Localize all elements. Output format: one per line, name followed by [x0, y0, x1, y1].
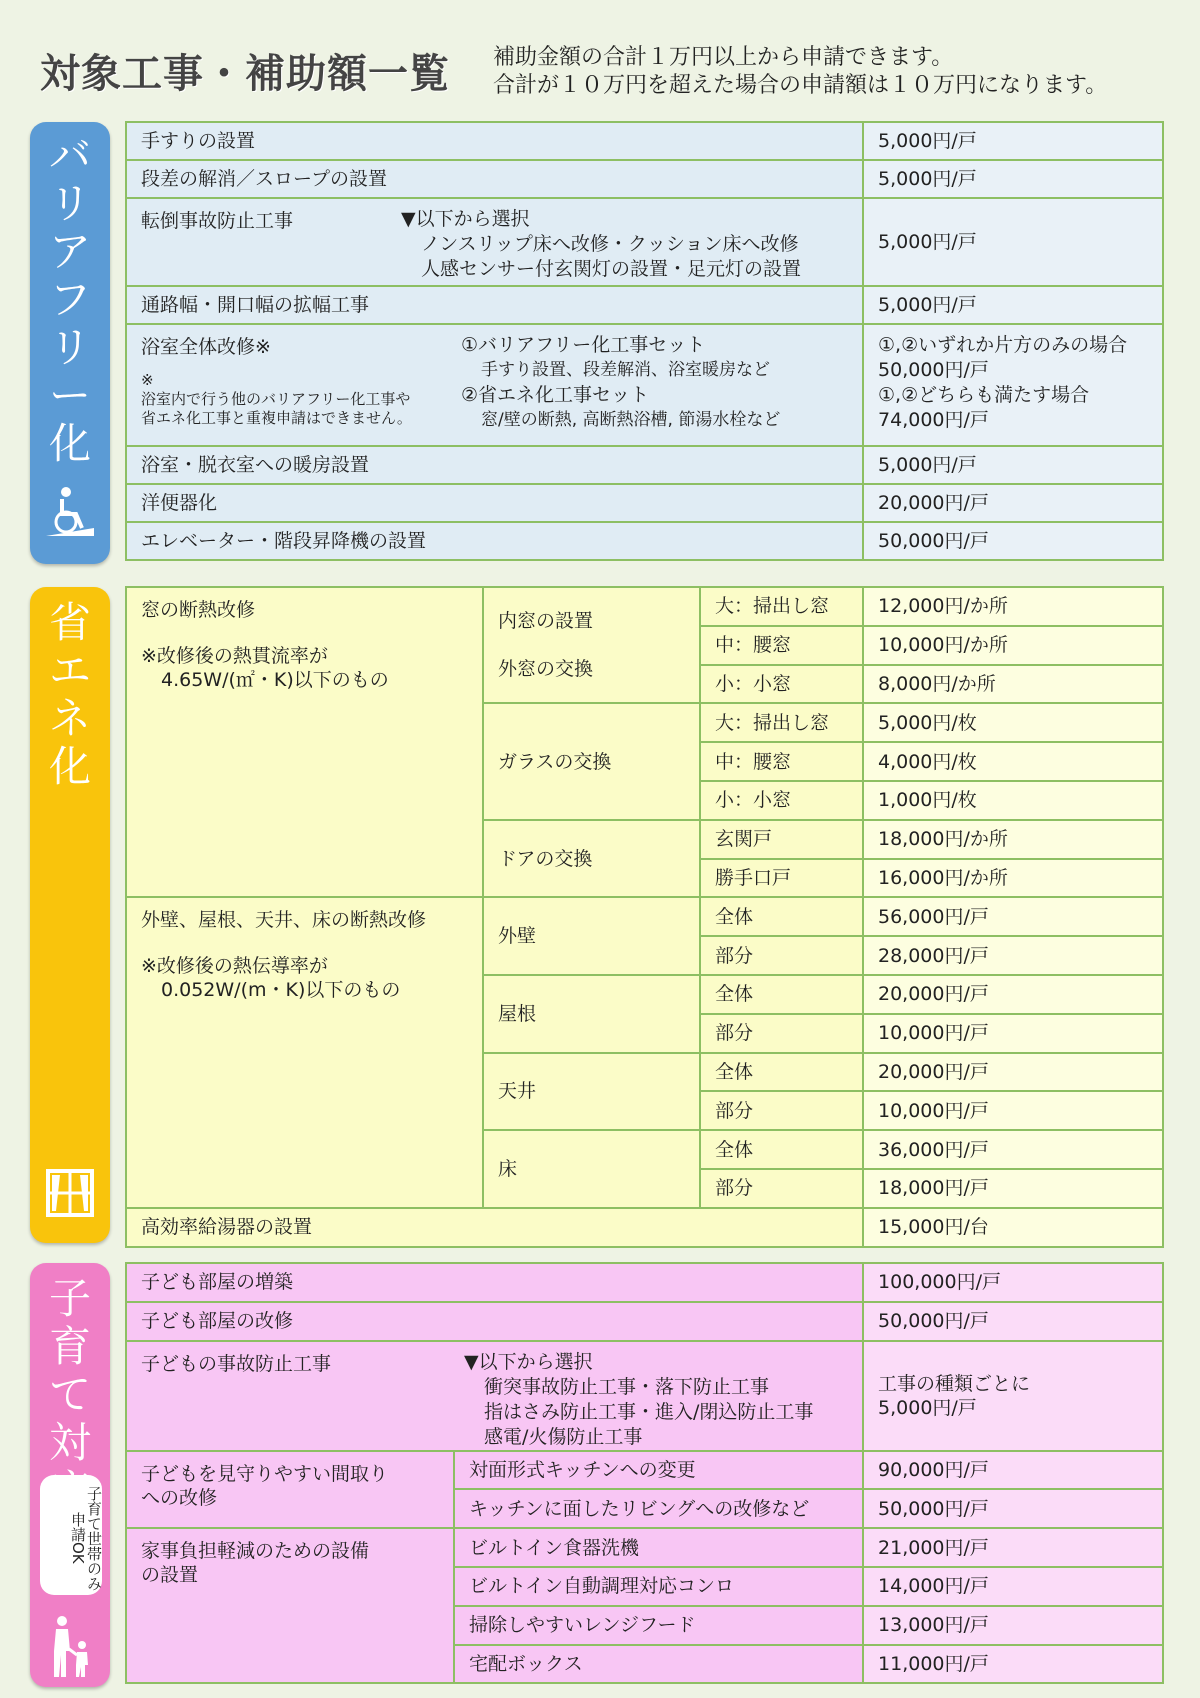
size-cell: 部分 — [700, 1169, 863, 1208]
sidebar-label-char: 子 — [48, 1274, 91, 1323]
item-name: 浴室全体改修※ — [141, 336, 271, 358]
size-cell: 全体 — [700, 897, 863, 936]
price-cell: 50,000円/戸 — [863, 522, 1163, 560]
price-cell: 16,000円/か所 — [863, 859, 1163, 898]
size-cell: 玄関戸 — [700, 820, 863, 859]
price-cell: 50,000円/戸 — [863, 1489, 1163, 1528]
bubble-text: 子育て世帯のみ申請OK — [69, 1485, 103, 1591]
size-cell: 勝手口戸 — [700, 859, 863, 898]
price-cell: 20,000円/戸 — [863, 975, 1163, 1014]
sub-label: 内窓の設置 — [498, 610, 594, 633]
sidebar-label-char: 育 — [48, 1322, 91, 1371]
table-row — [126, 198, 1163, 286]
table-row — [126, 1302, 1163, 1341]
price-cell: 14,000円/戸 — [863, 1567, 1163, 1606]
sidebar-label-char: ー — [48, 371, 91, 420]
sub-cell: ビルトイン食器洗機 — [454, 1528, 863, 1567]
price-cell — [863, 1341, 1163, 1451]
size-cell: 大：掃出し窓 — [700, 703, 863, 742]
note-line: 4.65W/(㎡・K)以下のもの — [161, 669, 389, 691]
sub-label-cell: 屋根 — [483, 975, 700, 1053]
sidebar-label-char: ネ — [48, 694, 91, 743]
price-cell: 18,000円/か所 — [863, 820, 1163, 859]
table-row — [126, 286, 1163, 324]
price-line: 50,000円/戸 — [878, 359, 989, 381]
detail-list — [461, 333, 780, 433]
detail-line: ▼以下から選択 — [464, 1350, 593, 1373]
price-cell: 56,000円/戸 — [863, 897, 1163, 936]
child-only-bubble — [40, 1475, 102, 1595]
item-cell: 通路幅・開口幅の拡幅工事 — [126, 286, 863, 324]
item-name: 転倒事故防止工事 — [141, 210, 294, 232]
sub-label: 外窓の交換 — [498, 658, 594, 681]
detail-line: 手すり設置、段差解消、浴室暖房など — [481, 360, 770, 380]
item-cell — [126, 1341, 863, 1451]
sidebar-label-char: 化 — [48, 742, 91, 791]
energy-table — [125, 586, 1164, 1248]
price-line: 74,000円/戸 — [878, 409, 989, 431]
size-cell: 部分 — [700, 1091, 863, 1130]
item-cell: 浴室・脱衣室への暖房設置 — [126, 446, 863, 484]
item-name: 子どもの事故防止工事 — [141, 1352, 332, 1375]
item-cell: エレベーター・階段昇降機の設置 — [126, 522, 863, 560]
price-cell: 8,000円/か所 — [863, 665, 1163, 704]
item-cell: 手すりの設置 — [126, 122, 863, 160]
detail-line: 感電/火傷防止工事 — [484, 1425, 643, 1448]
sub-label-cell: ガラスの交換 — [483, 703, 700, 819]
watch-item-cell — [126, 1451, 454, 1529]
table-row — [126, 897, 1163, 936]
price-cell: 10,000円/戸 — [863, 1091, 1163, 1130]
item-line: への改修 — [141, 1486, 218, 1509]
price-cell: 50,000円/戸 — [863, 1302, 1163, 1341]
wheelchair-icon — [42, 484, 98, 540]
table-row — [126, 1451, 1163, 1490]
note-line: 0.052W/(m・K)以下のもの — [161, 979, 401, 1002]
price-cell: 13,000円/戸 — [863, 1606, 1163, 1645]
detail-line: ▼以下から選択 — [401, 208, 530, 230]
table-row — [126, 1528, 1163, 1567]
item-line: 子どもを見守りやすい間取り — [141, 1462, 389, 1485]
note-line: ※改修後の熱貫流率が — [141, 645, 328, 667]
size-cell: 小：小窓 — [700, 665, 863, 704]
child-table — [125, 1262, 1164, 1684]
item-cell: 洋便器化 — [126, 484, 863, 522]
price-cell: 20,000円/戸 — [863, 1053, 1163, 1092]
table-row — [126, 324, 1163, 446]
item-cell — [126, 324, 863, 446]
energy-sidebar — [30, 587, 110, 1243]
detail-line: 指はさみ防止工事・進入/閉込防止工事 — [484, 1400, 814, 1423]
price-cell: 28,000円/戸 — [863, 936, 1163, 975]
size-cell: 小：小窓 — [700, 781, 863, 820]
parent-child-icon — [42, 1615, 98, 1679]
item-cell: 子ども部屋の改修 — [126, 1302, 863, 1341]
price-cell: 1,000円/枚 — [863, 781, 1163, 820]
price-cell: 15,000円/台 — [863, 1208, 1163, 1247]
wall-item-cell — [126, 897, 483, 1207]
sidebar-label-char: リ — [48, 323, 91, 372]
item-name: 外壁、屋根、天井、床の断熱改修 — [141, 909, 427, 932]
size-cell: 部分 — [700, 936, 863, 975]
sub-label-cell — [483, 587, 700, 703]
detail-list — [464, 1350, 813, 1450]
size-cell: 大：掃出し窓 — [700, 587, 863, 626]
price-cell: 5,000円/戸 — [863, 446, 1163, 484]
price-cell — [863, 324, 1163, 446]
item-name: 窓の断熱改修 — [141, 599, 256, 621]
size-cell: 中：腰窓 — [700, 742, 863, 781]
sidebar-label-char: エ — [48, 646, 91, 695]
note-line-2: 合計が１０万円を超えた場合の申請額は１０万円になります。 — [493, 73, 1108, 98]
table-row — [126, 122, 1163, 160]
price-cell: 4,000円/枚 — [863, 742, 1163, 781]
sub-cell: 宅配ボックス — [454, 1645, 863, 1684]
size-cell: 部分 — [700, 1014, 863, 1053]
sub-cell: ビルトイン自動調理対応コンロ — [454, 1567, 863, 1606]
price-line: ①,②いずれか片方のみの場合 — [878, 334, 1128, 356]
detail-line: 窓/壁の断熱, 高断熱浴槽, 節湯水栓など — [481, 410, 781, 430]
item-cell: 段差の解消／スロープの設置 — [126, 160, 863, 198]
detail-list — [401, 207, 801, 282]
table-row — [126, 587, 1163, 626]
note-line-1: 補助金額の合計１万円以上から申請できます。 — [493, 45, 954, 70]
price-cell: 5,000円/戸 — [863, 198, 1163, 286]
item-cell: 高効率給湯器の設置 — [126, 1208, 863, 1247]
detail-line: 人感センサー付玄関灯の設置・足元灯の設置 — [421, 258, 802, 280]
size-cell: 中：腰窓 — [700, 626, 863, 665]
sidebar-label-char: て — [48, 1370, 91, 1419]
note-line: ※改修後の熱伝導率が — [141, 955, 328, 978]
price-line: 5,000円/戸 — [878, 1396, 977, 1419]
item-cell: 子ども部屋の増築 — [126, 1263, 863, 1302]
price-cell: 5,000円/枚 — [863, 703, 1163, 742]
item-cell — [126, 198, 863, 286]
barrier-free-sidebar — [30, 122, 110, 564]
sidebar-label-char: 対 — [48, 1418, 91, 1467]
price-cell: 10,000円/戸 — [863, 1014, 1163, 1053]
note-line: 省エネ化工事と重複申請はできません。 — [141, 409, 412, 427]
sub-cell: 掃除しやすいレンジフード — [454, 1606, 863, 1645]
sidebar-label-char: 化 — [48, 419, 91, 468]
sub-label-cell: 床 — [483, 1130, 700, 1208]
price-cell: 100,000円/戸 — [863, 1263, 1163, 1302]
sidebar-label-char: バ — [48, 131, 91, 180]
page-title: 対象工事・補助額一覧 — [40, 51, 450, 97]
item-line: 家事負担軽減のための設備 — [141, 1540, 370, 1563]
sidebar-label-char: ア — [48, 227, 91, 276]
detail-line: ①バリアフリー化工事セット — [461, 334, 706, 356]
window-item-cell — [126, 587, 483, 897]
sidebar-label-char: 省 — [48, 598, 91, 647]
barrier-free-label — [30, 132, 110, 468]
table-row — [126, 1208, 1163, 1247]
detail-line: 衝突事故防止工事・落下防止工事 — [484, 1375, 770, 1398]
price-cell: 5,000円/戸 — [863, 122, 1163, 160]
item-line: の設置 — [141, 1564, 199, 1587]
price-line: 工事の種類ごとに — [878, 1372, 1031, 1395]
sub-label-cell: 外壁 — [483, 897, 700, 975]
table-row — [126, 1263, 1163, 1302]
size-cell: 全体 — [700, 975, 863, 1014]
price-cell: 36,000円/戸 — [863, 1130, 1163, 1169]
housework-item-cell — [126, 1528, 454, 1683]
price-cell: 11,000円/戸 — [863, 1645, 1163, 1684]
price-cell: 5,000円/戸 — [863, 160, 1163, 198]
size-cell: 全体 — [700, 1130, 863, 1169]
price-cell: 90,000円/戸 — [863, 1451, 1163, 1490]
price-cell: 20,000円/戸 — [863, 484, 1163, 522]
table-row — [126, 446, 1163, 484]
table-row — [126, 1341, 1163, 1451]
price-cell: 10,000円/か所 — [863, 626, 1163, 665]
price-cell: 18,000円/戸 — [863, 1169, 1163, 1208]
price-line: ①,②どちらも満たす場合 — [878, 384, 1090, 406]
note-line: 浴室内で行う他のバリアフリー化工事や — [141, 390, 411, 408]
detail-line: ノンスリップ床へ改修・クッション床へ改修 — [421, 233, 799, 255]
energy-label — [30, 599, 110, 791]
note-line: ※ — [141, 371, 154, 389]
size-cell: 全体 — [700, 1053, 863, 1092]
sidebar-label-char: リ — [48, 179, 91, 228]
price-cell: 21,000円/戸 — [863, 1528, 1163, 1567]
window-icon — [42, 1165, 98, 1221]
table-row — [126, 160, 1163, 198]
sub-label-cell: ドアの交換 — [483, 820, 700, 898]
barrier-free-table — [125, 121, 1164, 561]
sidebar-label-char: フ — [48, 275, 91, 324]
table-row — [126, 522, 1163, 560]
sub-label-cell: 天井 — [483, 1053, 700, 1131]
table-row — [126, 484, 1163, 522]
sub-cell: キッチンに面したリビングへの改修など — [454, 1489, 863, 1528]
sub-cell: 対面形式キッチンへの変更 — [454, 1451, 863, 1490]
price-cell: 5,000円/戸 — [863, 286, 1163, 324]
price-cell: 12,000円/か所 — [863, 587, 1163, 626]
detail-line: ②省エネ化工事セット — [461, 384, 650, 406]
